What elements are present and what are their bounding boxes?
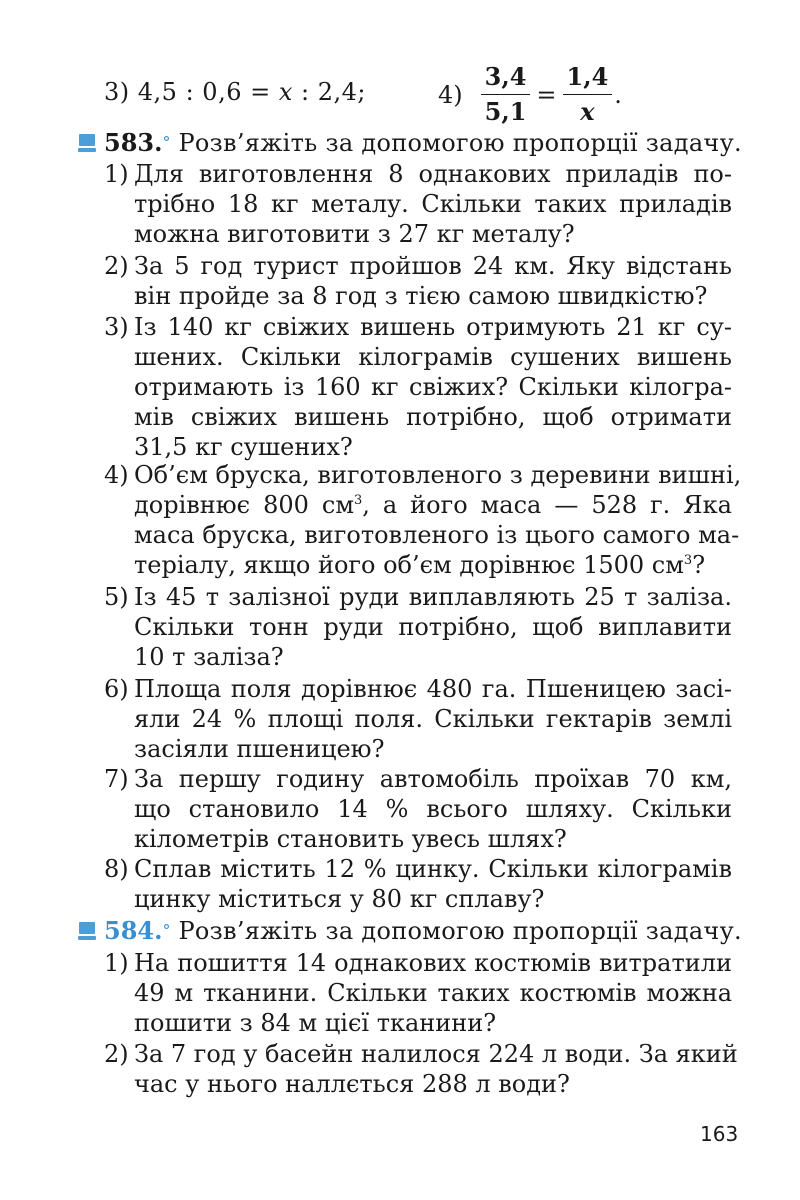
item-line: пошити з 84 м цієї тканини?	[134, 1009, 497, 1037]
item-number: 6)	[104, 675, 129, 703]
equation-3-variable: x	[278, 78, 293, 106]
line-part: , а його маса — 528 г. Яка	[362, 491, 732, 519]
item-line: 31,5 кг сушених?	[134, 433, 353, 461]
item-line: Сплав містить 12 % цинку. Скільки кілограмів	[134, 855, 732, 883]
equals-sign: =	[536, 80, 557, 109]
item-line: цинку міститься у 80 кг сплаву?	[134, 885, 545, 913]
line-part: ?	[692, 551, 706, 579]
equation-3-left: 4,5 : 0,6 =	[137, 78, 271, 106]
item-line: За 5 год турист пройшов 24 км. Яку відстань	[134, 252, 732, 280]
top-equations	[104, 58, 744, 128]
item-line: Із 140 кг свіжих вишень отримують 21 кг су-	[134, 313, 732, 341]
item-line: він пройде за 8 год з тією самою швидкістю?	[134, 282, 708, 310]
problem-583-heading: 583. ° Розв’яжіть за допомогою пропорції задачу.	[78, 128, 742, 157]
item-number: 5)	[104, 583, 129, 611]
problem-583-item-6	[104, 674, 732, 764]
problem-583-item-1	[104, 159, 732, 249]
item-line: За першу годину автомобіль проїхав 70 км,	[134, 765, 732, 793]
fraction-left-denominator: 5,1	[484, 97, 527, 126]
item-line: яли 24 % площі поля. Скільки гектарів землі	[134, 705, 732, 733]
computer-icon	[78, 133, 96, 153]
item-line: За 7 год у басейн налилося 224 л води. За який	[134, 1040, 738, 1068]
equation-3-label: 3)	[104, 78, 130, 106]
fraction-left	[481, 64, 531, 125]
problem-584-item-1	[104, 948, 732, 1038]
problem-583-item-5	[104, 582, 732, 672]
equation-4	[438, 64, 622, 125]
fraction-right	[563, 64, 613, 125]
fraction-right-numerator: 1,4	[563, 64, 613, 95]
problem-583-item-4	[104, 460, 742, 580]
item-number: 2)	[104, 252, 129, 280]
item-line	[104, 490, 732, 520]
equation-3	[104, 78, 366, 106]
fraction-left-numerator: 3,4	[481, 64, 531, 95]
item-line: 10 т заліза?	[134, 643, 284, 671]
item-number: 7)	[104, 765, 129, 793]
item-number: 1)	[104, 160, 129, 188]
item-line: Об’єм бруска, виготовленого з деревини вишні,	[134, 461, 742, 489]
item-line: засіяли пшеницею?	[134, 735, 385, 763]
item-line: трібно 18 кг металу. Скільки таких приладів	[134, 190, 732, 218]
problem-583-item-7	[104, 764, 732, 854]
item-line	[104, 550, 732, 580]
item-line: кілометрів становить увесь шлях?	[134, 825, 567, 853]
item-line: мів свіжих вишень потрібно, щоб отримати	[134, 403, 732, 431]
item-number: 3)	[104, 313, 129, 341]
problem-583-item-2	[104, 251, 732, 311]
item-line: можна виготовити з 27 кг металу?	[134, 220, 575, 248]
superscript: 3	[683, 553, 693, 568]
problem-584-heading: 584. ° Розв’яжіть за допомогою пропорції задачу.	[78, 916, 742, 945]
problem-583-instruction: Розв’яжіть за допомогою пропорції задачу.	[178, 128, 742, 157]
equation-3-right: : 2,4;	[301, 78, 366, 106]
item-line: шених. Скільки кілограмів сушених вишень	[134, 343, 732, 371]
item-number: 2)	[104, 1040, 129, 1068]
item-line: Скільки тонн руди потрібно, щоб виплавити	[134, 613, 732, 641]
problem-583-item-8	[104, 854, 732, 914]
item-number: 8)	[104, 855, 129, 883]
problem-583-item-3	[104, 312, 732, 462]
equation-4-label: 4)	[438, 80, 463, 109]
problem-584-instruction: Розв’яжіть за допомогою пропорції задачу.	[178, 916, 742, 945]
superscript: 3	[354, 493, 363, 508]
item-line: отримають із 160 кг свіжих? Скільки кілогра-	[134, 373, 732, 401]
item-line: 49 м тканини. Скільки таких костюмів можна	[134, 979, 732, 1007]
item-line: Для виготовлення 8 однакових приладів по-	[134, 160, 732, 188]
equation-4-period: .	[614, 80, 622, 109]
problem-584-number: 584.	[104, 916, 163, 945]
item-number: 1)	[104, 949, 129, 977]
line-part: теріалу, якщо його об’єм дорівнює 1500 см	[134, 551, 684, 579]
item-line: На пошиття 14 однакових костюмів витратили	[134, 949, 732, 977]
item-line: Із 45 т залізної руди виплавляють 25 т заліза.	[134, 583, 732, 611]
problem-584-item-2	[104, 1039, 738, 1099]
item-line: час у нього наллється 288 л води?	[134, 1070, 570, 1098]
page-number: 163	[700, 1122, 739, 1146]
line-part: дорівнює 800 см	[134, 491, 354, 519]
item-line: Площа поля дорівнює 480 га. Пшеницею засі-	[134, 675, 732, 703]
fraction-right-denominator: x	[580, 97, 595, 126]
item-number: 4)	[104, 461, 129, 489]
item-line: що становило 14 % всього шляху. Скільки	[134, 795, 732, 823]
item-line: маса бруска, виготовленого із цього самого ма-	[134, 521, 740, 549]
problem-583-number: 583.	[104, 128, 163, 157]
computer-icon	[78, 921, 96, 941]
